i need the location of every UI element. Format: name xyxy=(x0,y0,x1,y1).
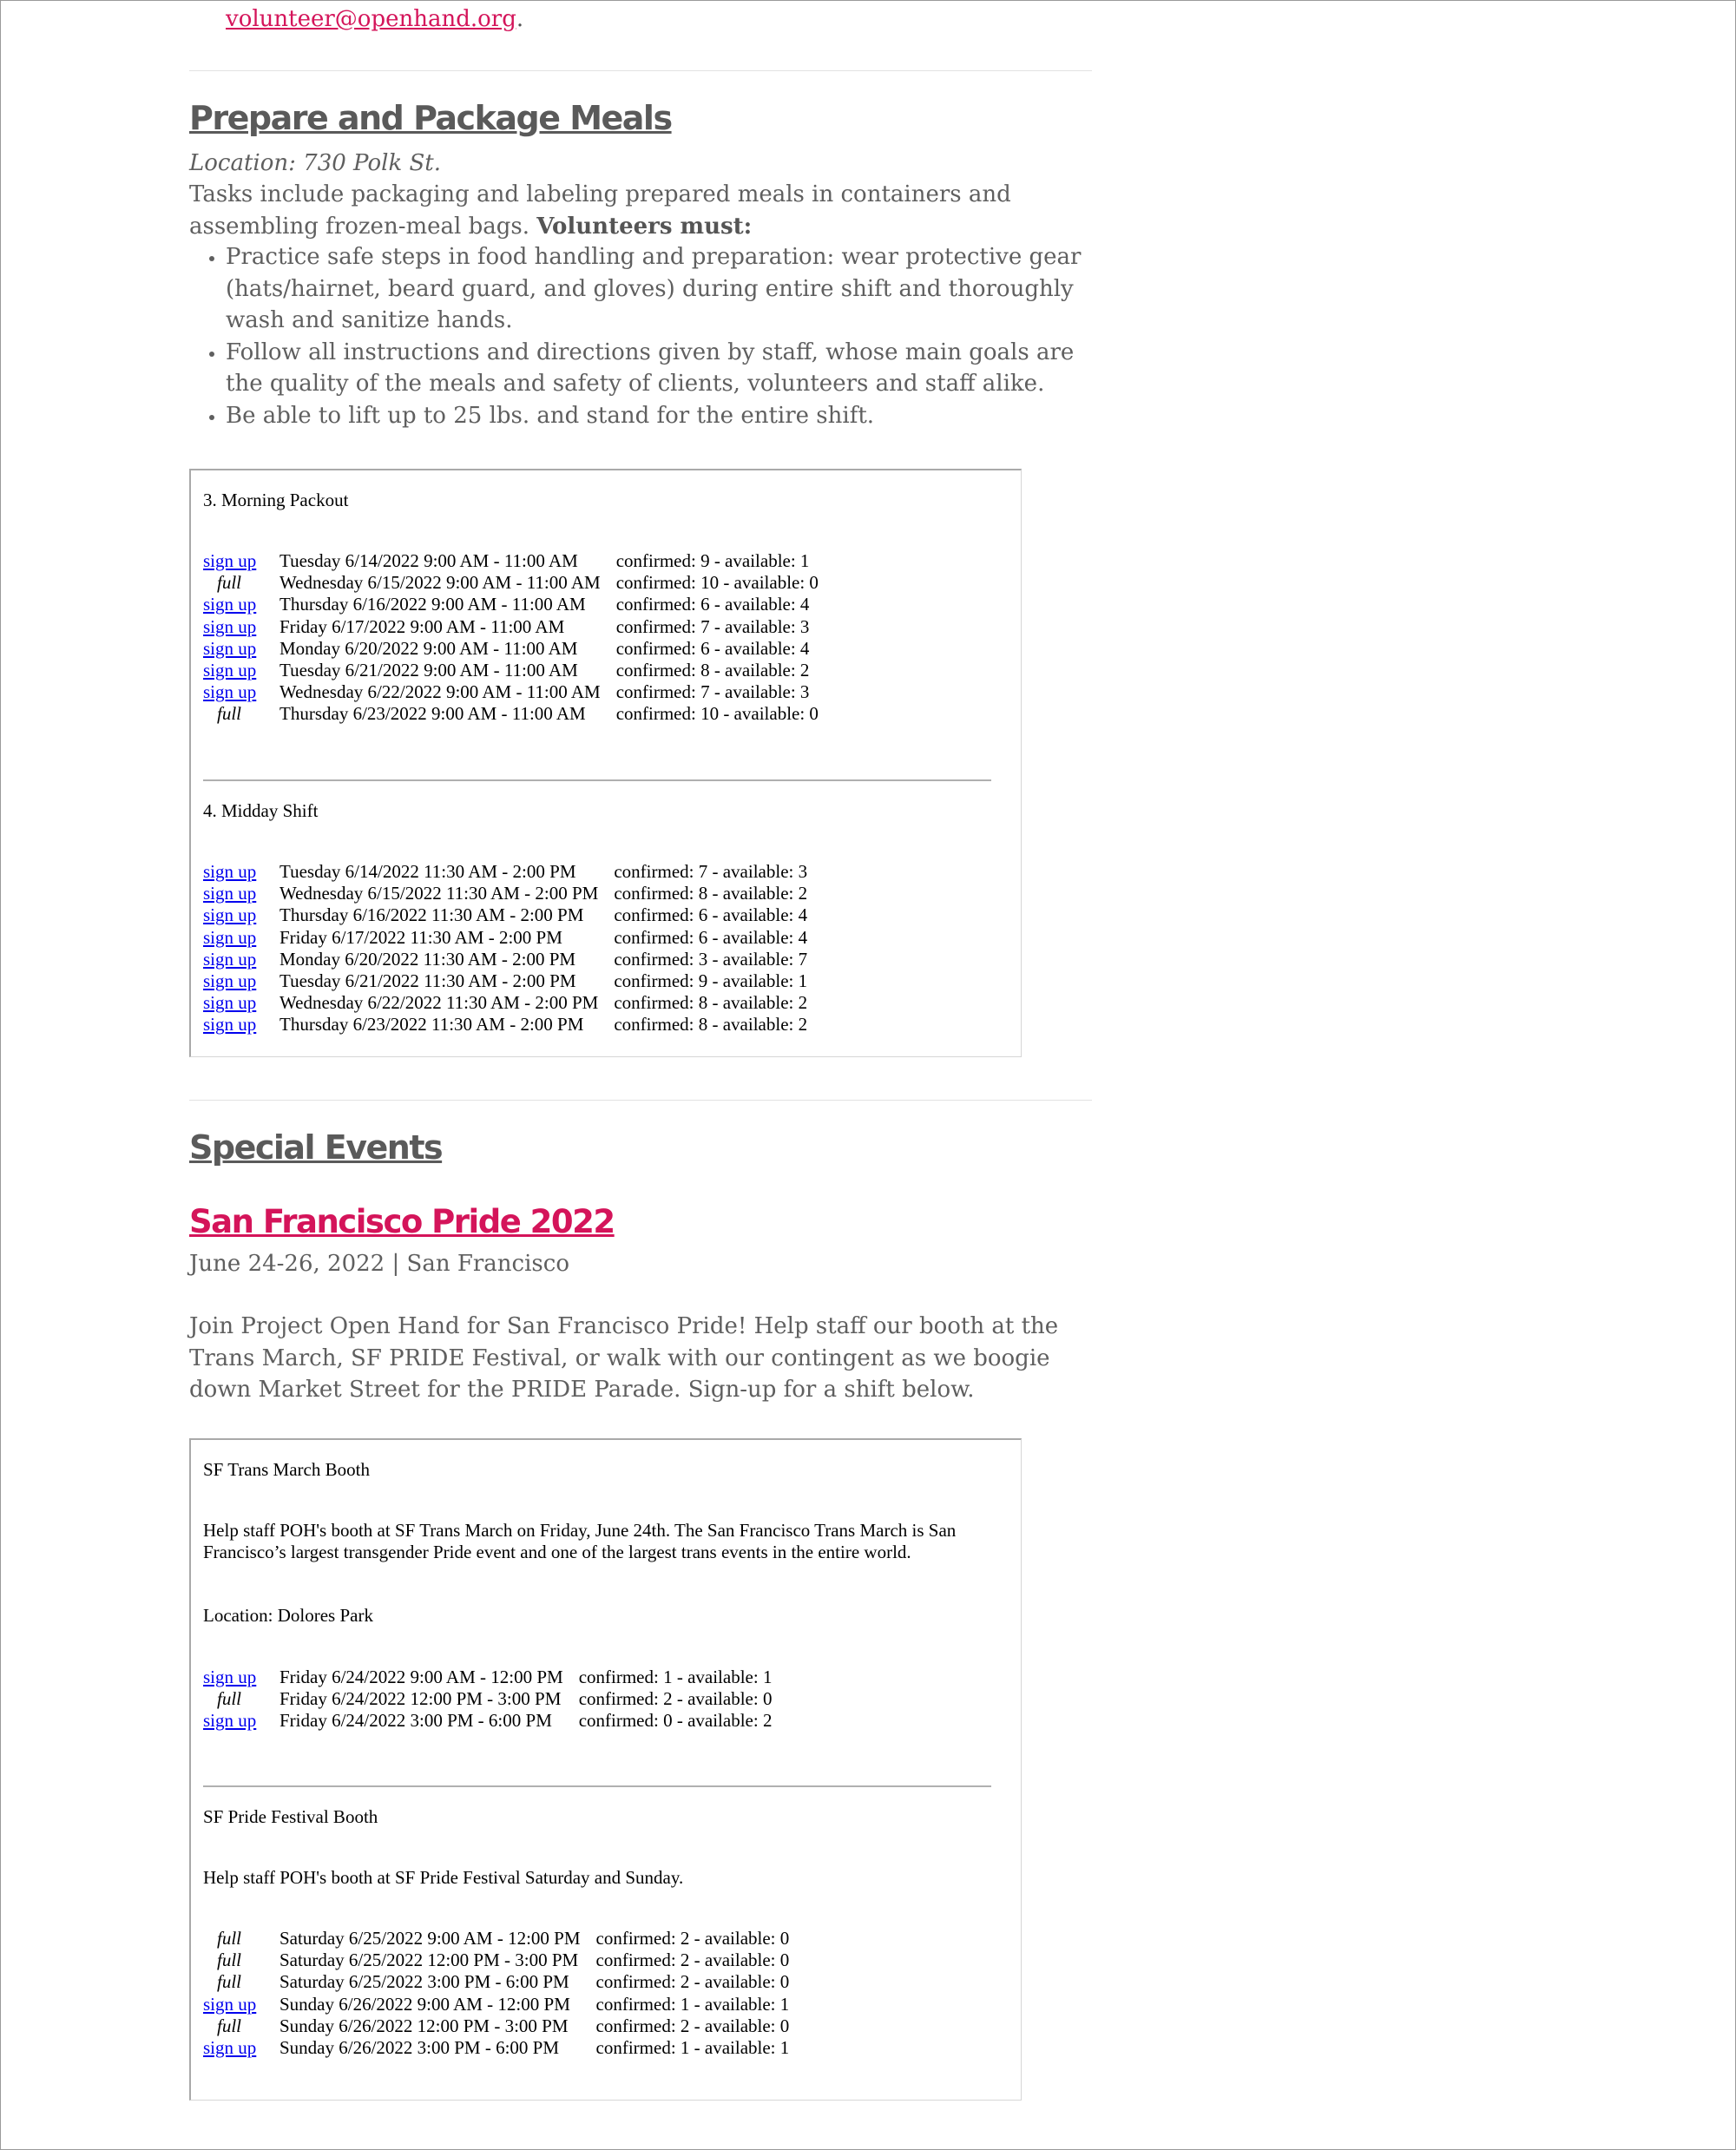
slot-status: confirmed: 8 - available: 2 xyxy=(614,1014,808,1036)
slot-datetime: Saturday 6/25/2022 3:00 PM - 6:00 PM xyxy=(279,1971,569,1993)
slot-status: confirmed: 1 - available: 1 xyxy=(578,1667,773,1687)
slot-datetime: Thursday 6/16/2022 11:30 AM - 2:00 PM xyxy=(279,904,584,926)
slot-status: confirmed: 8 - available: 2 xyxy=(614,883,808,904)
slot-status: confirmed: 9 - available: 1 xyxy=(614,970,808,992)
sign-up-link[interactable]: sign up xyxy=(203,1710,257,1732)
slot-group-title: SF Trans March Booth xyxy=(203,1459,370,1480)
sign-up-link[interactable]: sign up xyxy=(203,550,257,571)
slot-full-label: full xyxy=(217,1949,242,1971)
slot-action-cell xyxy=(203,2015,279,2037)
slot-status: confirmed: 9 - available: 1 xyxy=(615,550,810,571)
requirement-item: • Be able to lift up to 25 lbs. and stand for the entire shift. xyxy=(226,400,1094,432)
slot-table-trans-march xyxy=(203,1667,772,1732)
sign-up-link[interactable]: sign up xyxy=(203,883,257,904)
slot-table-morning xyxy=(203,550,819,726)
slot-action-cell xyxy=(203,904,279,926)
slot-status: confirmed: 8 - available: 2 xyxy=(614,992,808,1014)
slot-row xyxy=(203,1949,789,1971)
sign-up-link[interactable]: sign up xyxy=(203,970,257,992)
slot-row xyxy=(203,660,819,681)
group-divider xyxy=(203,1785,991,1787)
slot-row xyxy=(203,861,807,883)
slot-datetime: Friday 6/24/2022 3:00 PM - 6:00 PM xyxy=(279,1710,552,1732)
slot-datetime: Tuesday 6/14/2022 11:30 AM - 2:00 PM xyxy=(279,861,576,882)
slot-action-cell xyxy=(203,1949,279,1971)
slot-datetime: Wednesday 6/15/2022 9:00 AM - 11:00 AM xyxy=(279,572,601,594)
slot-datetime: Friday 6/17/2022 9:00 AM - 11:00 AM xyxy=(279,615,565,637)
slot-action-cell xyxy=(203,1928,279,1949)
slot-row xyxy=(203,638,819,660)
slot-group-title: SF Pride Festival Booth xyxy=(203,1806,378,1827)
slot-status: confirmed: 2 - available: 0 xyxy=(595,1971,790,1993)
special-events-heading: Special Events xyxy=(189,1128,443,1167)
slot-row xyxy=(203,572,819,594)
slot-datetime: Sunday 6/26/2022 3:00 PM - 6:00 PM xyxy=(279,2037,560,2059)
sign-up-link[interactable]: sign up xyxy=(203,1993,257,2015)
slot-row xyxy=(203,927,807,949)
sign-up-link[interactable]: sign up xyxy=(203,948,257,970)
slot-action-cell xyxy=(203,1710,279,1732)
slot-action-cell xyxy=(203,1688,279,1710)
slot-status: confirmed: 1 - available: 1 xyxy=(595,2037,790,2059)
slot-status: confirmed: 3 - available: 7 xyxy=(614,948,808,970)
slot-action-cell xyxy=(203,681,279,703)
requirements-list xyxy=(189,241,1094,431)
event-meta: June 24-26, 2022 | San Francisco xyxy=(189,1251,569,1277)
slot-row xyxy=(203,904,807,926)
slot-row xyxy=(203,1928,789,1949)
slot-full-label: full xyxy=(217,1971,242,1993)
slot-datetime: Thursday 6/16/2022 9:00 AM - 11:00 AM xyxy=(279,594,586,615)
slot-table-midday xyxy=(203,861,807,1036)
signup-widget-pride xyxy=(189,1438,1022,2101)
slot-datetime: Sunday 6/26/2022 12:00 PM - 3:00 PM xyxy=(279,2015,569,2036)
slot-group-title: 3. Morning Packout xyxy=(203,490,349,510)
slot-row xyxy=(203,883,807,904)
slot-action-cell xyxy=(203,2037,279,2059)
slot-action-cell xyxy=(203,594,279,615)
slot-status: confirmed: 6 - available: 4 xyxy=(614,926,808,948)
email-trailing: . xyxy=(516,6,524,32)
slot-action-cell xyxy=(203,927,279,949)
slot-row xyxy=(203,992,807,1014)
slot-status: confirmed: 0 - available: 2 xyxy=(578,1710,773,1732)
slot-datetime: Friday 6/24/2022 12:00 PM - 3:00 PM xyxy=(279,1688,562,1710)
sign-up-link[interactable]: sign up xyxy=(203,861,257,882)
volunteer-email-link[interactable]: volunteer@openhand.org xyxy=(226,6,516,32)
slot-row xyxy=(203,1688,772,1710)
slot-row xyxy=(203,703,819,725)
slot-action-cell xyxy=(203,550,279,572)
event-title-link[interactable]: San Francisco Pride 2022 xyxy=(189,1203,615,1240)
signup-widget-meals xyxy=(189,469,1022,1057)
slot-datetime: Friday 6/24/2022 9:00 AM - 12:00 PM xyxy=(279,1667,563,1687)
slot-table-pride-festival xyxy=(203,1928,789,2059)
slot-datetime: Wednesday 6/22/2022 11:30 AM - 2:00 PM xyxy=(279,992,599,1014)
slot-status: confirmed: 7 - available: 3 xyxy=(614,861,808,882)
contact-email-line xyxy=(226,3,523,35)
slot-status: confirmed: 7 - available: 3 xyxy=(615,615,810,637)
slot-datetime: Friday 6/17/2022 11:30 AM - 2:00 PM xyxy=(279,926,562,948)
slot-datetime: Wednesday 6/22/2022 9:00 AM - 11:00 AM xyxy=(279,681,601,703)
slot-full-label: full xyxy=(217,572,242,594)
section-divider xyxy=(189,70,1092,71)
slot-datetime: Thursday 6/23/2022 9:00 AM - 11:00 AM xyxy=(279,703,586,725)
slot-row xyxy=(203,550,819,572)
slot-row xyxy=(203,2037,789,2059)
slot-datetime: Wednesday 6/15/2022 11:30 AM - 2:00 PM xyxy=(279,883,599,904)
slot-action-cell xyxy=(203,1014,279,1036)
slot-datetime: Tuesday 6/14/2022 9:00 AM - 11:00 AM xyxy=(279,550,578,571)
sign-up-link[interactable]: sign up xyxy=(203,2037,257,2059)
slot-status: confirmed: 8 - available: 2 xyxy=(615,660,810,681)
slot-action-cell xyxy=(203,572,279,594)
slot-status: confirmed: 6 - available: 4 xyxy=(615,637,810,659)
volunteers-must-label: Volunteers must: xyxy=(536,213,753,240)
slot-group-location: Location: Dolores Park xyxy=(203,1605,373,1626)
prepare-heading: Prepare and Package Meals xyxy=(189,99,672,137)
slot-action-cell xyxy=(203,616,279,638)
slot-datetime: Tuesday 6/21/2022 11:30 AM - 2:00 PM xyxy=(279,970,576,992)
slot-datetime: Thursday 6/23/2022 11:30 AM - 2:00 PM xyxy=(279,1014,584,1036)
slot-action-cell xyxy=(203,638,279,660)
sign-up-link[interactable]: sign up xyxy=(203,594,257,615)
slot-row xyxy=(203,1667,772,1688)
slot-status: confirmed: 6 - available: 4 xyxy=(615,594,810,615)
slot-status: confirmed: 2 - available: 0 xyxy=(595,1949,790,1971)
sign-up-link[interactable]: sign up xyxy=(203,992,257,1014)
sign-up-link[interactable]: sign up xyxy=(203,904,257,926)
slot-action-cell xyxy=(203,1971,279,1993)
sign-up-link[interactable]: sign up xyxy=(203,1667,257,1687)
slot-action-cell xyxy=(203,861,279,883)
sign-up-link[interactable]: sign up xyxy=(203,681,257,703)
slot-row xyxy=(203,681,819,703)
prepare-intro xyxy=(189,179,1092,242)
sign-up-link[interactable]: sign up xyxy=(203,926,257,948)
slot-status: confirmed: 2 - available: 0 xyxy=(578,1688,773,1710)
slot-group-description: Help staff POH's booth at SF Trans March on Friday, June 24th. The San Francisco Trans March is San Francisco’s largest transgender Pride event and one of the largest trans events in the entire world. xyxy=(203,1520,957,1562)
sign-up-link[interactable]: sign up xyxy=(203,637,257,659)
slot-row xyxy=(203,970,807,992)
slot-datetime: Sunday 6/26/2022 9:00 AM - 12:00 PM xyxy=(279,1993,570,2015)
group-divider xyxy=(203,779,991,781)
slot-row xyxy=(203,594,819,615)
slot-status: confirmed: 2 - available: 0 xyxy=(595,1928,790,1949)
slot-group-description: Help staff POH's booth at SF Pride Festival Saturday and Sunday. xyxy=(203,1867,684,1888)
slot-datetime: Tuesday 6/21/2022 9:00 AM - 11:00 AM xyxy=(279,660,578,681)
sign-up-link[interactable]: sign up xyxy=(203,1014,257,1036)
slot-row xyxy=(203,616,819,638)
event-description: Join Project Open Hand for San Francisco Pride! Help staff our booth at the Trans March, SF PRIDE Festival, or walk with our contingent as we boogie down Market Street for the PRIDE Parade. Sign-up for a shift below. xyxy=(189,1313,1059,1403)
slot-status: confirmed: 1 - available: 1 xyxy=(595,1993,790,2015)
sign-up-link[interactable]: sign up xyxy=(203,660,257,681)
slot-group-title: 4. Midday Shift xyxy=(203,800,319,821)
slot-action-cell xyxy=(203,883,279,904)
requirement-item: • Follow all instructions and directions given by staff, whose main goals are the quality of the meals and safety of clients, volunteers and staff alike. xyxy=(226,337,1094,400)
slot-status: confirmed: 6 - available: 4 xyxy=(614,904,808,926)
prepare-location: Location: 730 Polk St. xyxy=(189,150,442,176)
slot-datetime: Saturday 6/25/2022 9:00 AM - 12:00 PM xyxy=(279,1928,581,1949)
section-divider xyxy=(189,1100,1092,1101)
slot-action-cell xyxy=(203,1994,279,2015)
slot-action-cell xyxy=(203,703,279,725)
slot-action-cell xyxy=(203,970,279,992)
slot-action-cell xyxy=(203,660,279,681)
slot-status: confirmed: 10 - available: 0 xyxy=(615,703,819,725)
slot-full-label: full xyxy=(217,703,242,725)
slot-row xyxy=(203,1014,807,1036)
slot-row xyxy=(203,1971,789,1993)
slot-full-label: full xyxy=(217,2015,242,2036)
slot-action-cell xyxy=(203,1667,279,1688)
slot-status: confirmed: 10 - available: 0 xyxy=(615,572,819,594)
slot-full-label: full xyxy=(217,1928,242,1949)
slot-row xyxy=(203,1994,789,2015)
slot-row xyxy=(203,1710,772,1732)
slot-status: confirmed: 2 - available: 0 xyxy=(595,2015,790,2036)
slot-row xyxy=(203,949,807,970)
slot-row xyxy=(203,2015,789,2037)
slot-full-label: full xyxy=(217,1688,242,1710)
slot-status: confirmed: 7 - available: 3 xyxy=(615,681,810,703)
prepare-intro-text: Tasks include packaging and labeling prepared meals in containers and assembling frozen-meal bags. xyxy=(189,181,1011,240)
requirement-item: • Practice safe steps in food handling and preparation: wear protective gear (hats/hairnet, beard guard, and gloves) during entire shift and thoroughly wash and sanitize hands. xyxy=(226,241,1094,337)
slot-datetime: Saturday 6/25/2022 12:00 PM - 3:00 PM xyxy=(279,1949,579,1971)
sign-up-link[interactable]: sign up xyxy=(203,615,257,637)
slot-action-cell xyxy=(203,992,279,1014)
slot-action-cell xyxy=(203,949,279,970)
slot-datetime: Monday 6/20/2022 9:00 AM - 11:00 AM xyxy=(279,637,578,659)
slot-datetime: Monday 6/20/2022 11:30 AM - 2:00 PM xyxy=(279,948,576,970)
